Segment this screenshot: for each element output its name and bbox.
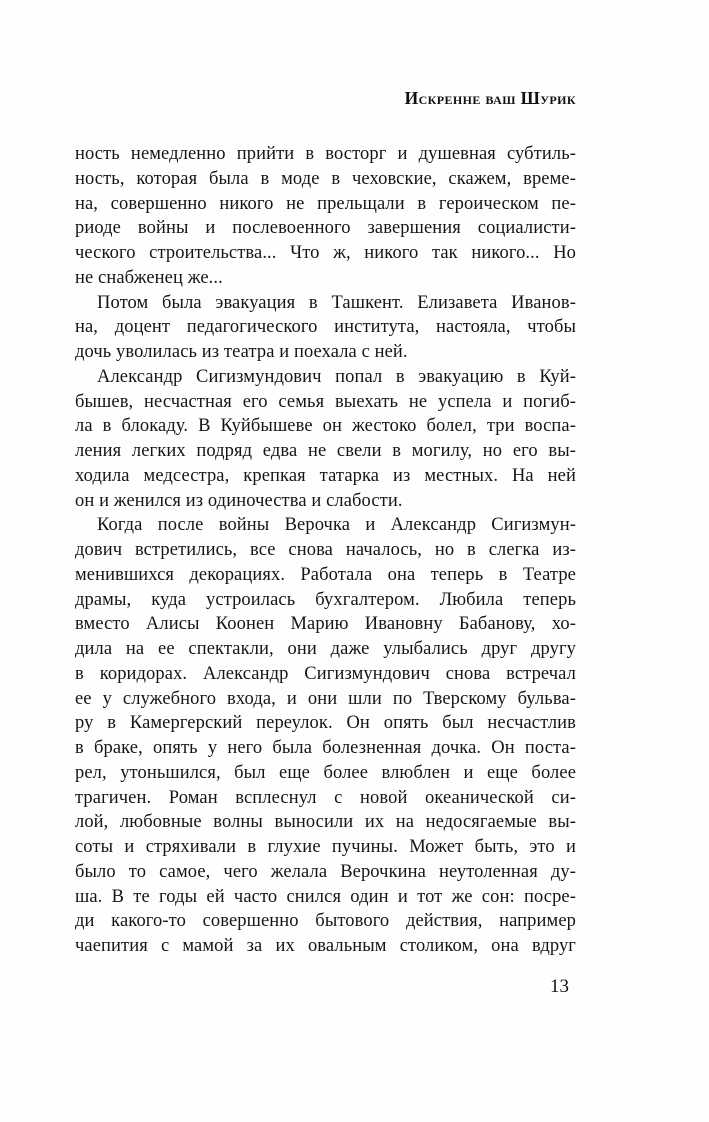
paragraph (75, 513, 576, 959)
text-line: он и женился из одиночества и слабости. (75, 490, 403, 511)
text-line: было то самое, чего желала Верочкина неутоленная ду- (75, 861, 576, 882)
text-line: в коридорах. Александр Сигизмундович снова встречал (75, 663, 576, 684)
text-line: ру в Камергерский переулок. Он опять был несчастлив (75, 713, 576, 734)
paragraph (75, 365, 576, 514)
text-line: вместо Алисы Коонен Марию Ивановну Бабанову, хо- (75, 614, 576, 635)
text-line: не снабженец же... (75, 267, 223, 288)
text-line: дович встретились, все снова началось, но в слегка из- (75, 540, 576, 560)
text-line: лой, любовные волны выносили их на недосягаемые вы- (75, 812, 576, 833)
text-line: ность немедленно прийти в восторг и душевная субтиль- (75, 144, 576, 164)
text-line: рел, утоньшился, был еще более влюблен и еще более (75, 762, 576, 783)
paragraph (75, 291, 576, 365)
text-line: ность, которая была в моде в чеховские, скажем, време- (75, 168, 576, 189)
running-header: Искренне ваш Шурик (404, 88, 576, 108)
text-line: риоде войны и послевоенного завершения социалисти- (75, 218, 576, 239)
page-text (75, 142, 576, 959)
text-line: дочь уволилась из театра и поехала с ней. (75, 342, 408, 362)
text-line: ла в блокаду. В Куйбышеве он жестоко болел, три воспа- (75, 416, 576, 437)
text-line: драмы, куда устроилась бухгалтером. Любила теперь (75, 589, 576, 610)
text-line: соты и стряхивали в глухие пучины. Может быть, это и (75, 837, 576, 857)
text-line: Когда после войны Верочка и Александр Сигизмун- (97, 515, 576, 536)
text-line: ее у служебного входа, и они шли по Тверскому бульва- (75, 688, 576, 709)
text-line: на, совершенно никого не прельщали в героическом пе- (75, 193, 576, 214)
text-line: в браке, опять у него была болезненная дочка. Он поста- (75, 738, 576, 758)
text-line: ша. В те годы ей часто снился один и тот же сон: посре- (75, 886, 576, 907)
text-line: Потом была эвакуация в Ташкент. Елизавета Иванов- (97, 292, 576, 313)
paragraph (75, 142, 576, 291)
text-line: Александр Сигизмундович попал в эвакуацию в Куй- (97, 366, 576, 387)
text-line: бышев, несчастная его семья выехать не успела и погиб- (75, 391, 576, 412)
text-line: трагичен. Роман всплеснул с новой океанической си- (75, 787, 576, 808)
page-number: 13 (550, 976, 569, 997)
text-line: ческого строительства... Что ж, никого так никого... Но (75, 243, 576, 263)
text-line: ления легких подряд едва не свели в могилу, но его вы- (75, 441, 576, 461)
text-line: на, доцент педагогического института, настояла, чтобы (75, 317, 576, 338)
text-line: дила на ее спектакли, они даже улыбались друг другу (75, 639, 576, 659)
text-line: менившихся декорациях. Работала она теперь в Театре (75, 564, 576, 585)
text-line: ходила медсестра, крепкая татарка из местных. На ней (75, 465, 576, 486)
text-line: чаепития с мамой за их овальным столиком, она вдруг (75, 936, 576, 956)
text-line: ди какого-то совершенно бытового действия, например (75, 911, 576, 932)
